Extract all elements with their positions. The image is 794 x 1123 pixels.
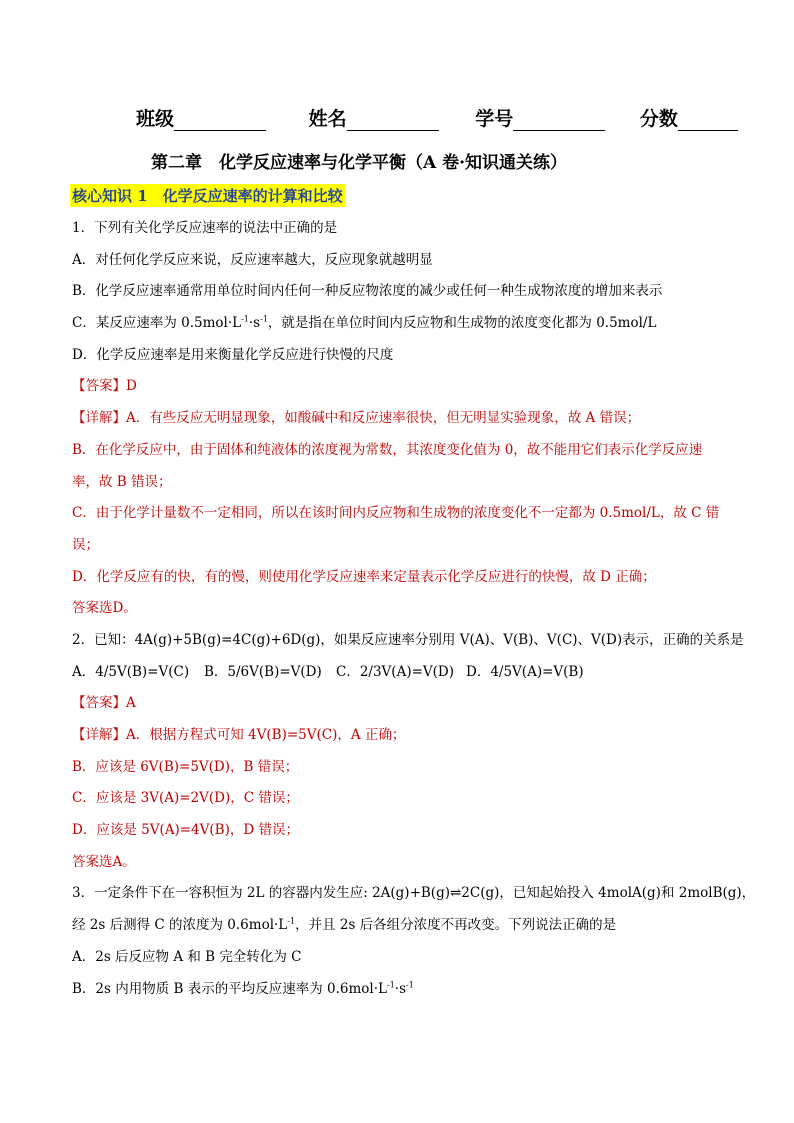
q2-stem: 2．已知：4A(g)+5B(g)=4C(g)+6D(g)，如果反应速率分别用 V(A)、V(B)、V(C)、V(D)表示，正确的关系是 [72,631,744,648]
q1-option-d: D．化学反应速率是用来衡量化学反应进行快慢的尺度 [72,346,394,363]
q1-final: 答案选D。 [72,600,137,617]
name-blank[interactable] [347,112,439,131]
q2-detail-d: D．应该是 5V(A)=4V(B)，D 错误； [72,822,299,839]
page-title: 第二章 化学反应速率与化学平衡（A 卷·知识通关练） [151,153,568,173]
q1-detail-b: B．在化学反应中，由于固体和纯液体的浓度视为常数，其浓度变化值为 0，故不能用它们表示化学反应速 [72,441,703,458]
q3-option-b: B．2s 内用物质 B 表示的平均反应速率为 $0.6mol\cdot L^{-1}\cdot s^{-1}$ [72,980,414,997]
class-field[interactable]: 班级 [136,104,266,131]
q1-option-a: A．对任何化学反应来说，反应速率越大，反应现象就越明显 [72,251,433,268]
q3-option-a: A．2s 后反应物 A 和 B 完全转化为 C [72,948,302,965]
q1-detail-a: 【详解】A．有些反应无明显现象，如酸碱中和反应速率很快，但无明显实验现象，故 A 错误； [72,410,641,427]
q2-option-d: D．4/5V(A)=V(B) [466,663,584,680]
student-id-field[interactable]: 学号 [475,104,605,131]
q1-detail-c-cont: 误； [72,536,99,553]
q1-detail-d: D．化学反应有的快，有的慢，则使用化学反应速率来定量表示化学反应进行的快慢，故 D 正确； [72,568,656,585]
q1-option-c: C．某反应速率为 $0.5mol\cdot L^{-1}\cdot s^{-1}$，就是指在单位时间内反应物和生成物的浓度变化都为 0.5mol/L [72,314,657,332]
score-blank[interactable] [678,112,738,131]
section-heading: 核心知识 1 化学反应速率的计算和比较 [70,184,345,207]
q1-detail-c: C．由于化学计量数不一定相同，所以在该时间内反应物和生成物的浓度变化不一定都为 0.5mol/L，故 C 错 [72,505,720,522]
q1-answer: 【答案】D [72,378,137,395]
q2-options [72,662,732,694]
question-content [72,218,756,1010]
q2-option-b: B．5/6V(B)=V(D) [204,663,322,680]
q1-option-b: B．化学反应速率通常用单位时间内任何一种反应物浓度的减少或任何一种生成物浓度的增加来表示 [72,283,663,300]
q2-option-a: A．4/5V(B)=V(C) [72,663,190,680]
q3-stem: 3．一定条件下在一容积恒为 2L 的容器内发生应: 2A(g)+B(g)⇌2C(g)，已知起始投入 4molA(g)和 2molB(g)， [72,885,756,902]
score-field[interactable]: 分数 [640,104,738,131]
q1-detail-b-cont: 率，故 B 错误； [72,473,172,490]
class-blank[interactable] [174,112,266,131]
q2-detail-c: C．应该是 3V(A)=2V(D)，C 错误； [72,790,299,807]
q2-answer: 【答案】A [72,695,136,712]
q2-option-c: C．2/3V(A)=V(D) [336,663,455,680]
q2-detail-a: 【详解】A．根据方程式可知 4V(B)=5V(C)，A 正确； [72,727,406,743]
q2-detail-b: B．应该是 6V(B)=5V(D)，B 错误； [72,758,299,775]
student-info-header [136,104,736,131]
q1-stem: 1．下列有关化学反应速率的说法中正确的是 [72,220,338,236]
q2-final: 答案选A。 [72,853,136,870]
name-field[interactable]: 姓名 [309,104,439,131]
student-id-blank[interactable] [513,112,605,131]
q3-stem-cont: 经 2s 后测得 C 的浓度为 $0.6mol\cdot L^{-1}$，并且 2s 后各组分浓度不再改变。下列说法正确的是 [72,916,617,934]
